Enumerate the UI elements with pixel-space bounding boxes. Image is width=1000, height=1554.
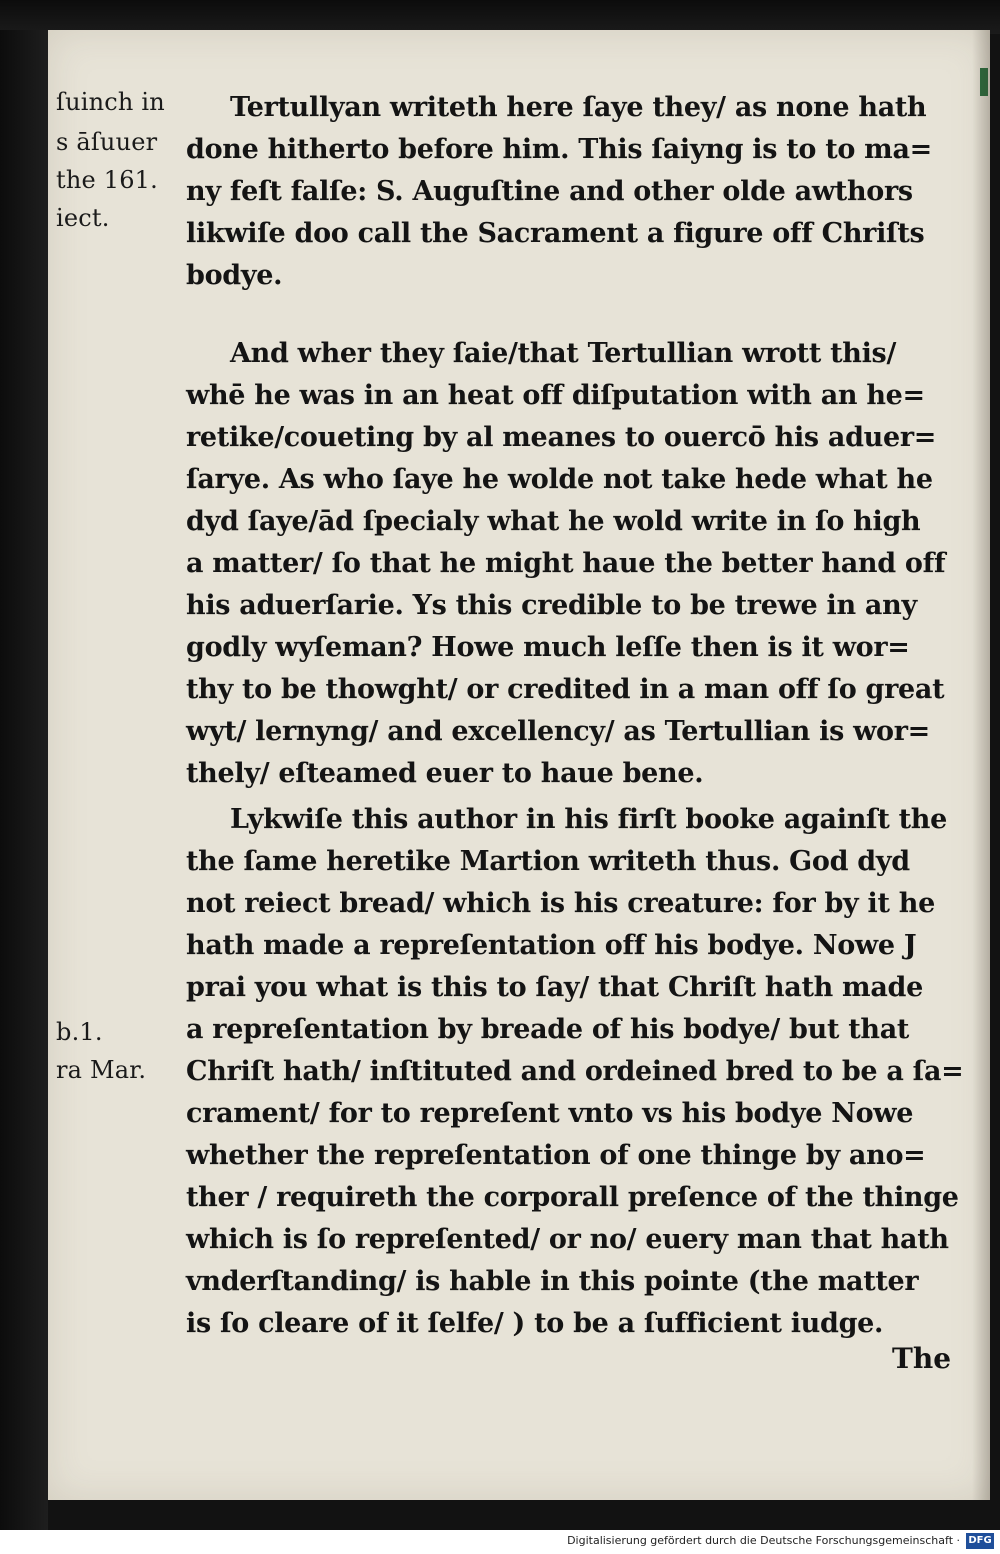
- margin-note: b.1.: [56, 1018, 103, 1046]
- page-edge-marker: [980, 68, 988, 96]
- margin-note: ſuinch in: [56, 88, 165, 116]
- text-line: his aduerſarie. Ys this credible to be trewe in any: [186, 590, 917, 621]
- digitization-footer: [0, 1530, 1000, 1554]
- text-line: wyt/ lernyng/ and excellency/ as Tertullian is wor=: [186, 716, 930, 747]
- dfg-logo: DFG: [966, 1533, 994, 1549]
- funding-credit: Digitalisierung gefördert durch die Deutsche Forschungsgemeinschaft ·: [567, 1534, 960, 1547]
- text-line: Tertullyan writeth here ſaye they/ as none hath: [230, 92, 927, 123]
- text-line: ny feſt falſe: S. Auguſtine and other olde awthors: [186, 176, 913, 207]
- text-line: ther / requireth the corporall preſence of the thinge: [186, 1182, 959, 1213]
- text-line: Lykwiſe this author in his firſt booke againſt the: [230, 804, 947, 835]
- margin-note: ra Mar.: [56, 1056, 147, 1084]
- text-line: Chriſt hath/ inſtituted and ordeined bred to be a ſa=: [186, 1056, 964, 1087]
- text-line: thy to be thowght/ or credited in a man off ſo great: [186, 674, 945, 705]
- text-line: bodye.: [186, 260, 283, 291]
- text-line: not reiect bread/ which is his creature: for by it he: [186, 888, 935, 919]
- text-line: likwiſe doo call the Sacrament a figure off Chriſts: [186, 218, 925, 249]
- margin-note: the 161.: [56, 166, 158, 194]
- text-line: And wher they ſaie/that Tertullian wrott this/: [230, 338, 897, 369]
- text-line: prai you what is this to ſay/ that Chriſt hath made: [186, 972, 923, 1003]
- text-line: ſarye. As who ſaye he wolde not take hede what he: [186, 464, 933, 495]
- text-line: which is ſo repreſented/ or no/ euery man that hath: [186, 1224, 949, 1255]
- text-line: godly wyſeman? Howe much leſſe then is it wor=: [186, 632, 910, 663]
- book-page: [48, 30, 990, 1500]
- scan-background-top: [0, 0, 1000, 34]
- text-line: done hitherto before him. This ſaiyng is to to ma=: [186, 134, 932, 165]
- text-line: crament/ for to repreſent vnto vs his bodye Nowe: [186, 1098, 914, 1129]
- text-line: a repreſentation by breade of his bodye/ but that: [186, 1014, 910, 1045]
- margin-note: iect.: [56, 204, 110, 232]
- book-spine-shadow: [0, 30, 48, 1530]
- text-line: is ſo cleare of it ſelfe/ ) to be a ſufficient iudge.: [186, 1308, 884, 1339]
- text-line: whether the repreſentation of one thinge by ano=: [186, 1140, 926, 1171]
- text-line: the ſame heretike Martion writeth thus. God dyd: [186, 846, 910, 877]
- catchword: The: [892, 1342, 952, 1375]
- text-line: dyd ſaye/ād ſpecialy what he wold write in ſo high: [186, 506, 921, 537]
- text-line: vnderſtanding/ is hable in this pointe (the matter: [186, 1266, 919, 1297]
- text-line: a matter/ ſo that he might haue the better hand off: [186, 548, 946, 579]
- text-line: thely/ eſteamed euer to haue bene.: [186, 758, 704, 789]
- text-line: retike/coueting by al meanes to ouercō his aduer=: [186, 422, 937, 453]
- margin-note: s āſuuer: [56, 128, 158, 156]
- text-line: whē he was in an heat off diſputation with an he=: [186, 380, 925, 411]
- text-line: hath made a repreſentation off his bodye. Nowe J: [186, 930, 917, 961]
